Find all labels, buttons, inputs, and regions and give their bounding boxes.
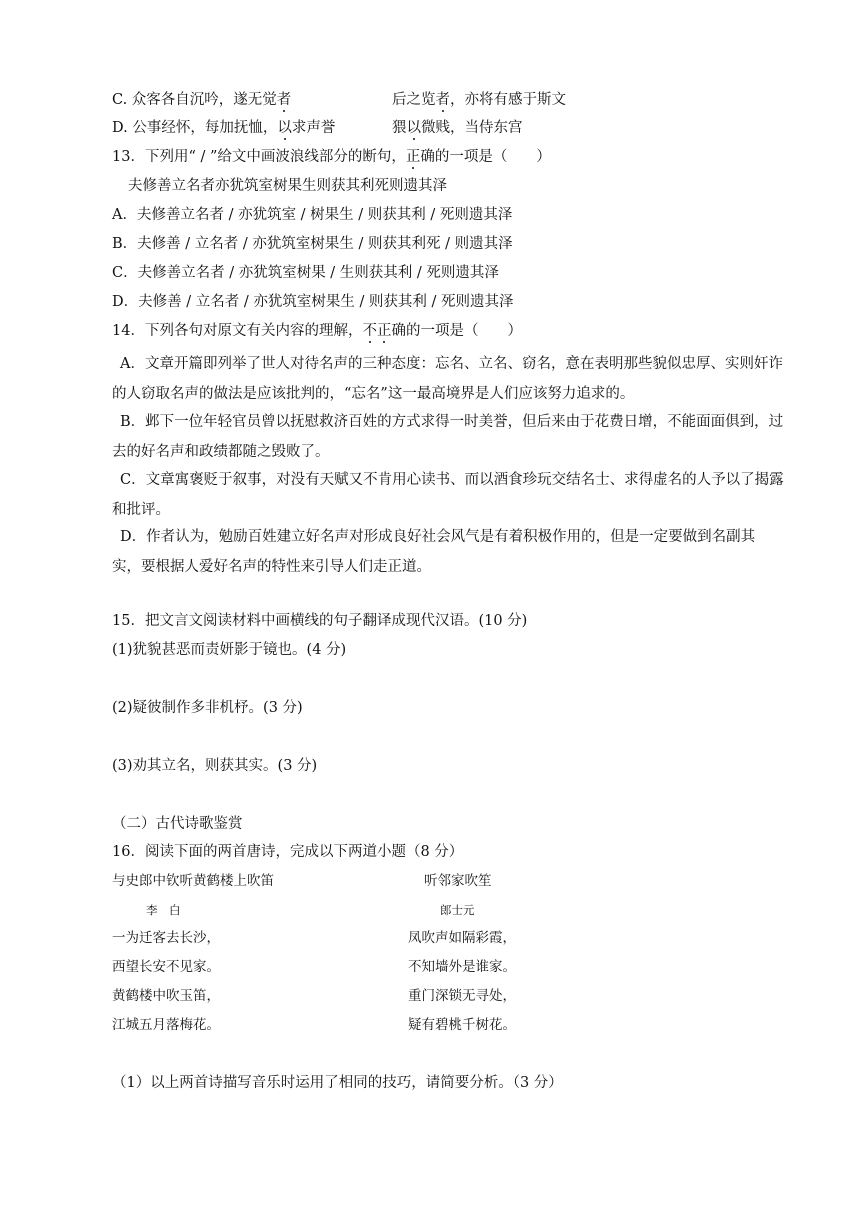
q14-option-c: C．文章寓褒贬于叙事，对没有天赋又不肯用心读书、而以酒食珍玩交结名士、求得虚名的人予以了揭露和批评。 [112,472,784,518]
q13-option-a: A．夫修善立名者 / 亦犹筑室 / 树果生 / 则获其利 / 死则遗其泽 [112,207,513,223]
poem1-line-2: 西望长安不见家。 [112,959,220,975]
q12-option-c-left: C. 众客各自沉吟，遂无觉者 [112,92,292,108]
poem1-author: 李 白 [146,903,181,917]
q12-option-c-right: 后之览者，亦将有感于斯文 [392,92,566,108]
q15-stem: 15．把文言文阅读材料中画横线的句子翻译成现代汉语。(10 分) [112,613,528,629]
q15-sentence-2: (2)疑彼制作多非机杼。(3 分) [112,700,303,716]
poem2-line-4: 疑有碧桃千树花。 [408,1017,516,1033]
poem1-title: 与史郎中钦听黄鹤楼上吹笛 [112,873,274,889]
poem2-line-2: 不知墙外是谁家。 [408,959,516,975]
q14-option-b: B．邺下一位年轻官员曾以抚慰救济百姓的方式求得一时美誉，但后来由于花费日增，不能面面俱到，过去的好名声和政绩都随之毁败了。 [112,414,784,460]
poem2-line-3: 重门深锁无寻处， [408,988,516,1004]
poem2-line-1: 凤吹声如隔彩霞， [408,930,516,946]
q13-sentence: 夫修善立名者亦犹筑室树果生则获其利死则遗其泽 [128,178,447,194]
poem1-line-3: 黄鹤楼中吹玉笛， [112,988,220,1004]
section-heading-poetry: （二）古代诗歌鉴赏 [112,816,243,832]
q12-option-d-left: D. 公事经怀，每加抚恤，以求声誉 [112,120,336,136]
q14-option-a: A．文章开篇即列举了世人对待名声的三种态度：忘名、立名、窃名，意在表明那些貌似忠厚、实则奸诈的人窃取名声的做法是应该批判的，“忘名”这一最高境界是人们应该努力追求的。 [112,356,783,402]
q13-option-c: C．夫修善立名者 / 亦犹筑室树果 / 生则获其利 / 死则遗其泽 [112,265,499,281]
poem1-line-1: 一为迁客去长沙， [112,930,220,946]
poem2-title: 听邻家吹笙 [424,873,492,889]
q16-sub-question-1: （1）以上两首诗描写音乐时运用了相同的技巧，请简要分析。（3 分） [112,1075,563,1091]
q16-stem: 16．阅读下面的两首唐诗，完成以下两道小题（8 分） [112,844,464,860]
q15-sentence-3: (3)劝其立名，则获其实。(3 分) [112,758,318,774]
q13-option-d: D．夫修善 / 立名者 / 亦犹筑室树果生 / 则获其利 / 死则遗其泽 [112,294,514,310]
q14-option-d: D．作者认为，勉励百姓建立好名声对形成良好社会风气是有着积极作用的，但是一定要做到名副其实，要根据人爱好名声的特性来引导人们走正道。 [112,529,756,575]
q13-option-b: B．夫修善 / 立名者 / 亦犹筑室树果生 / 则获其利死 / 则遗其泽 [112,236,513,252]
poem1-line-4: 江城五月落梅花。 [112,1017,220,1033]
q13-stem: 13．下列用“ / ”给文中画波浪线部分的断句，正确的一项是（ ） [112,149,551,165]
q14-stem: 14．下列各句对原文有关内容的理解，不正确的一项是（ ） [112,323,522,339]
poem2-author: 郎士元 [440,903,475,917]
q12-option-d-right: 猥以微贱，当侍东宫 [392,120,523,136]
q15-sentence-1: (1)犹貌甚恶而责妍影于镜也。(4 分) [112,642,347,658]
